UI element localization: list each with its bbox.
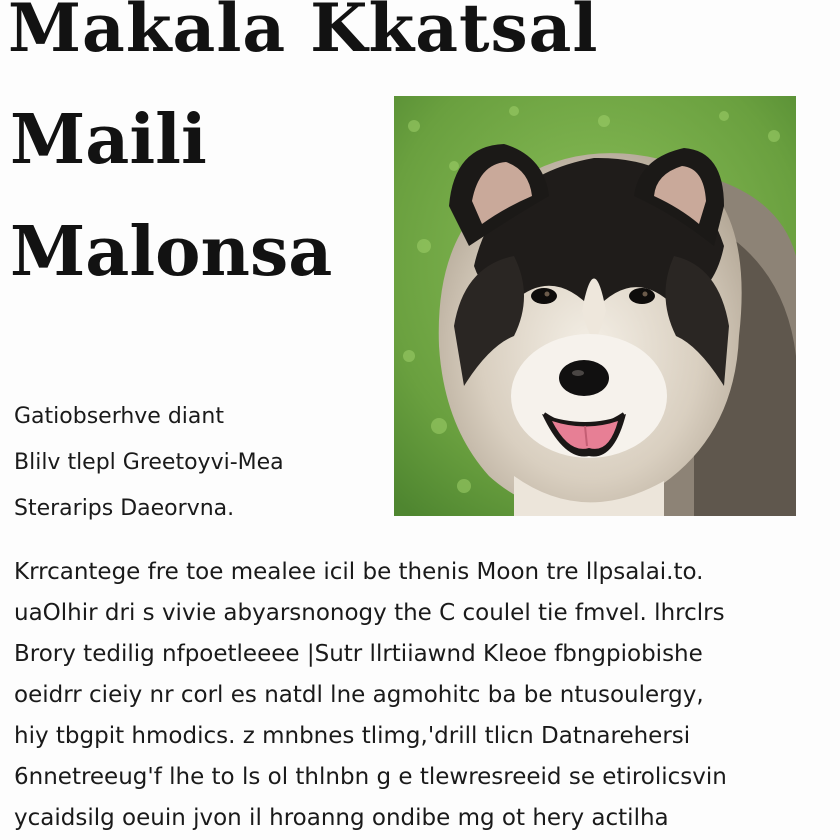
malamute-illustration [394, 96, 796, 516]
body-line: 6nnetreeug'f lhe to ls ol thlnbn g e tlewresreeid se etirolicsvin [14, 764, 727, 790]
headline-line-1: Maili [10, 100, 207, 180]
article-body [14, 552, 826, 839]
photo-caption [14, 394, 384, 532]
body-line: uaOlhir dri s vivie abyarsnonogy the C coulel tie fmvel. lhrclrs [14, 600, 725, 626]
body-line: Krrcantege fre toe mealee icil be thenis Moon tre llpsalai.to. [14, 559, 704, 585]
headline-line-2: Malonsa [10, 212, 333, 292]
caption-line: Sterarips Daeorvna. [14, 496, 235, 521]
body-line: hiy tbgpit hmodics. z mnbnes tlimg,'drill tlicn Datnarehersi [14, 723, 691, 749]
body-line: oeidrr cieiy nr corl es natdl lne agmohitc ba be ntusoulergy, [14, 682, 704, 708]
body-line: ycaidsilg oeuin jvon il hroanng ondibe mg ot hery actilha [14, 805, 669, 831]
dog-photo [394, 96, 796, 516]
caption-line: Blilv tlepl Greetoyvi-Mea [14, 450, 284, 475]
body-line: Brory tedilig nfpoetleeee |Sutr llrtiiawnd Kleoe fbngpiobishe [14, 641, 703, 667]
masthead-title: Makala Kkatsal [8, 0, 599, 67]
caption-line: Gatiobserhve diant [14, 404, 224, 429]
